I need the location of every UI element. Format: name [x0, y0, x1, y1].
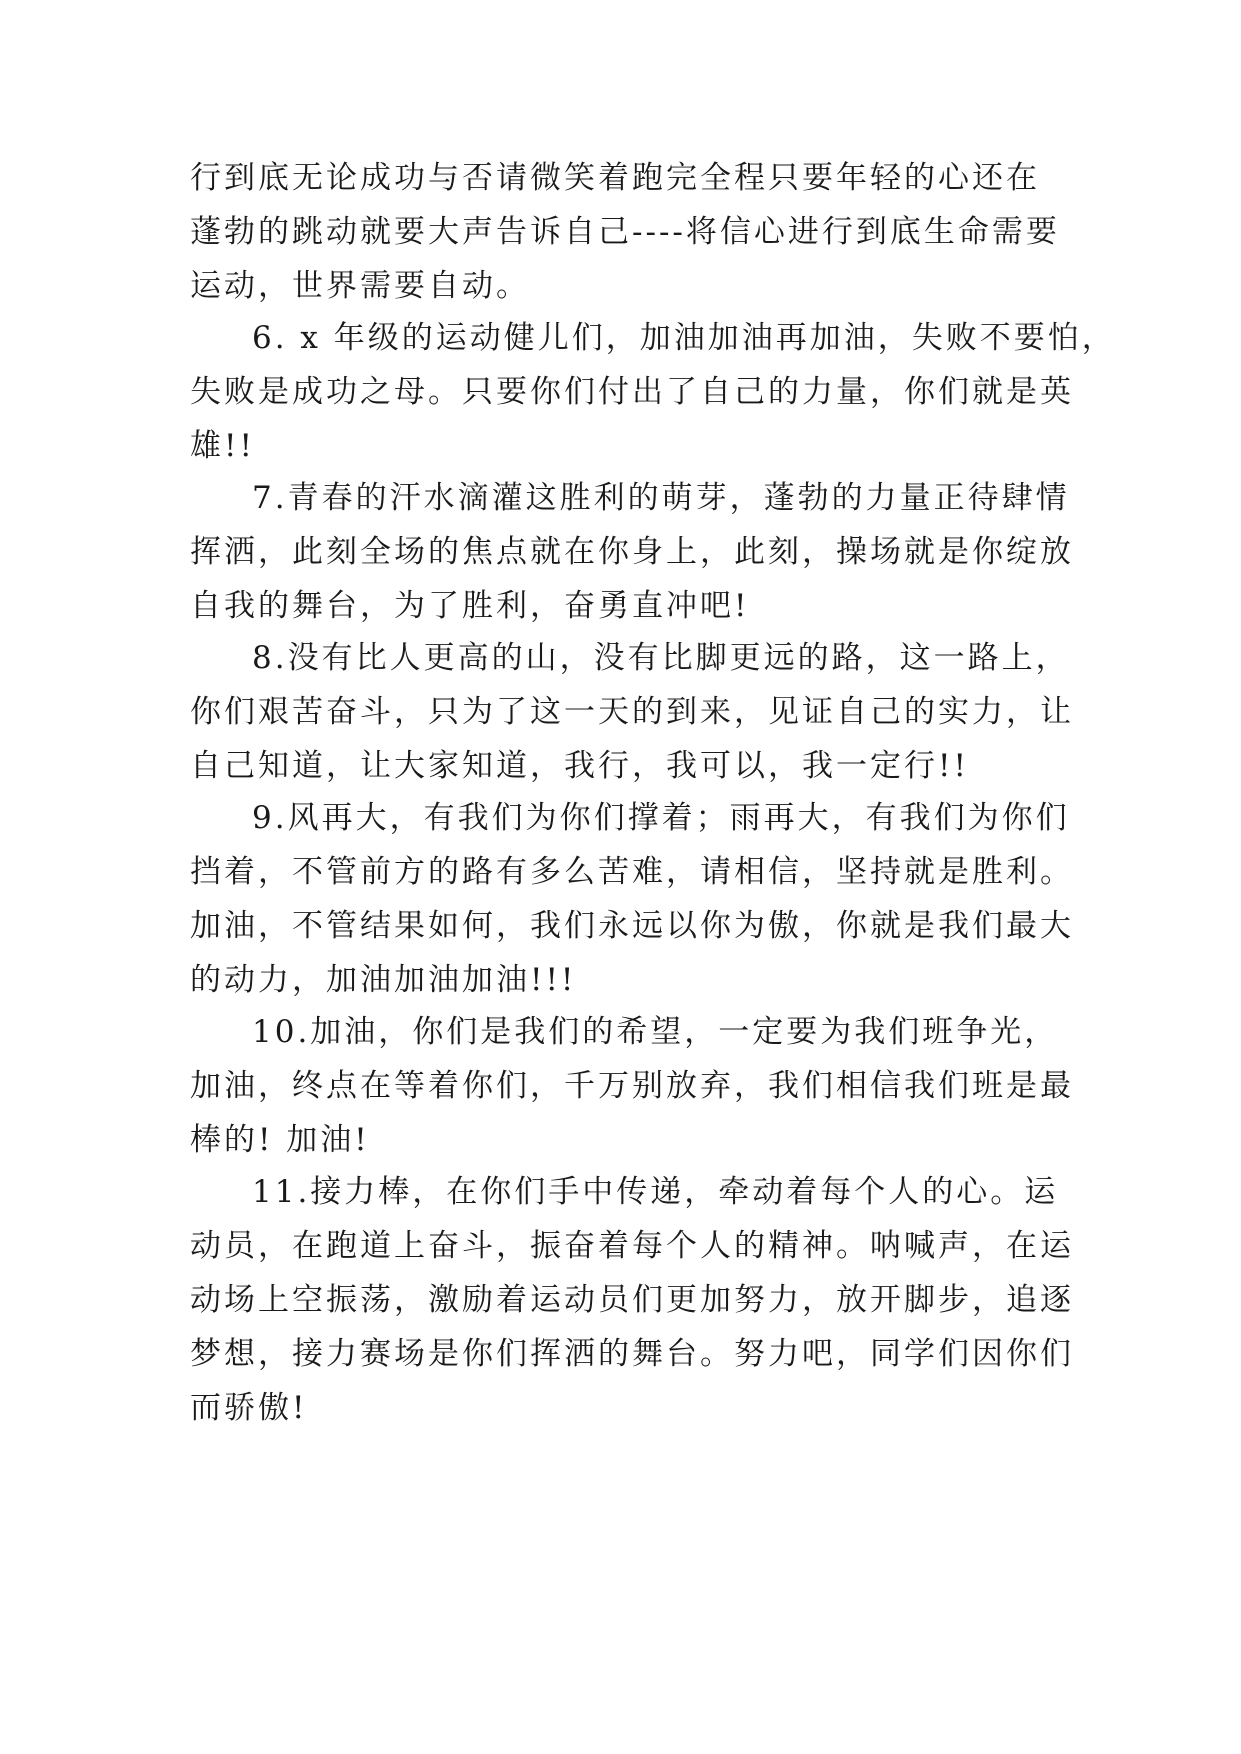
text-line: 动场上空振荡，激励着运动员们更加努力，放开脚步，追逐 — [190, 1282, 1074, 1318]
list-item-9: 9.风再大，有我们为你们撑着；雨再大，有我们为你们 — [252, 800, 1070, 836]
text-line: 雄!! — [190, 428, 255, 464]
text-line: 自己知道，让大家知道，我行，我可以，我一定行!! — [190, 748, 969, 784]
text-line: 棒的! 加油! — [190, 1122, 370, 1158]
list-item-10: 10.加油，你们是我们的希望，一定要为我们班争光， — [252, 1014, 1059, 1050]
text-line: 运动，世界需要自动。 — [190, 268, 530, 304]
text-line: 挡着，不管前方的路有多么苦难，请相信，坚持就是胜利。 — [190, 854, 1074, 890]
text-line: 自我的舞台，为了胜利，奋勇直冲吧! — [190, 588, 750, 624]
list-item-11: 11.接力棒，在你们手中传递，牵动着每个人的心。运 — [252, 1174, 1059, 1210]
text-line: 失败是成功之母。只要你们付出了自己的力量，你们就是英 — [190, 374, 1074, 410]
list-item-7: 7.青春的汗水滴灌这胜利的萌芽，蓬勃的力量正待肆情 — [252, 480, 1070, 516]
text-line: 的动力，加油加油加油!!! — [190, 962, 577, 998]
text-line: 你们艰苦奋斗，只为了这一天的到来，见证自己的实力，让 — [190, 694, 1074, 730]
list-item-8: 8.没有比人更高的山，没有比脚更远的路，这一路上， — [252, 640, 1070, 676]
text-line: 而骄傲! — [190, 1390, 308, 1426]
text-line: 蓬勃的跳动就要大声告诉自己----将信心进行到底生命需要 — [190, 214, 1060, 250]
text-line: 行到底无论成功与否请微笑着跑完全程只要年轻的心还在 — [190, 160, 1040, 196]
text-line: 加油，不管结果如何，我们永远以你为傲，你就是我们最大 — [190, 908, 1074, 944]
text-line: 挥洒，此刻全场的焦点就在你身上，此刻，操场就是你绽放 — [190, 534, 1074, 570]
text-line: 动员，在跑道上奋斗，振奋着每个人的精神。呐喊声，在运 — [190, 1228, 1074, 1264]
list-item-6: 6. x 年级的运动健儿们，加油加油再加油，失败不要怕， — [252, 320, 1116, 356]
text-line: 梦想，接力赛场是你们挥洒的舞台。努力吧，同学们因你们 — [190, 1336, 1074, 1372]
text-line: 加油，终点在等着你们，千万别放弃，我们相信我们班是最 — [190, 1068, 1074, 1104]
